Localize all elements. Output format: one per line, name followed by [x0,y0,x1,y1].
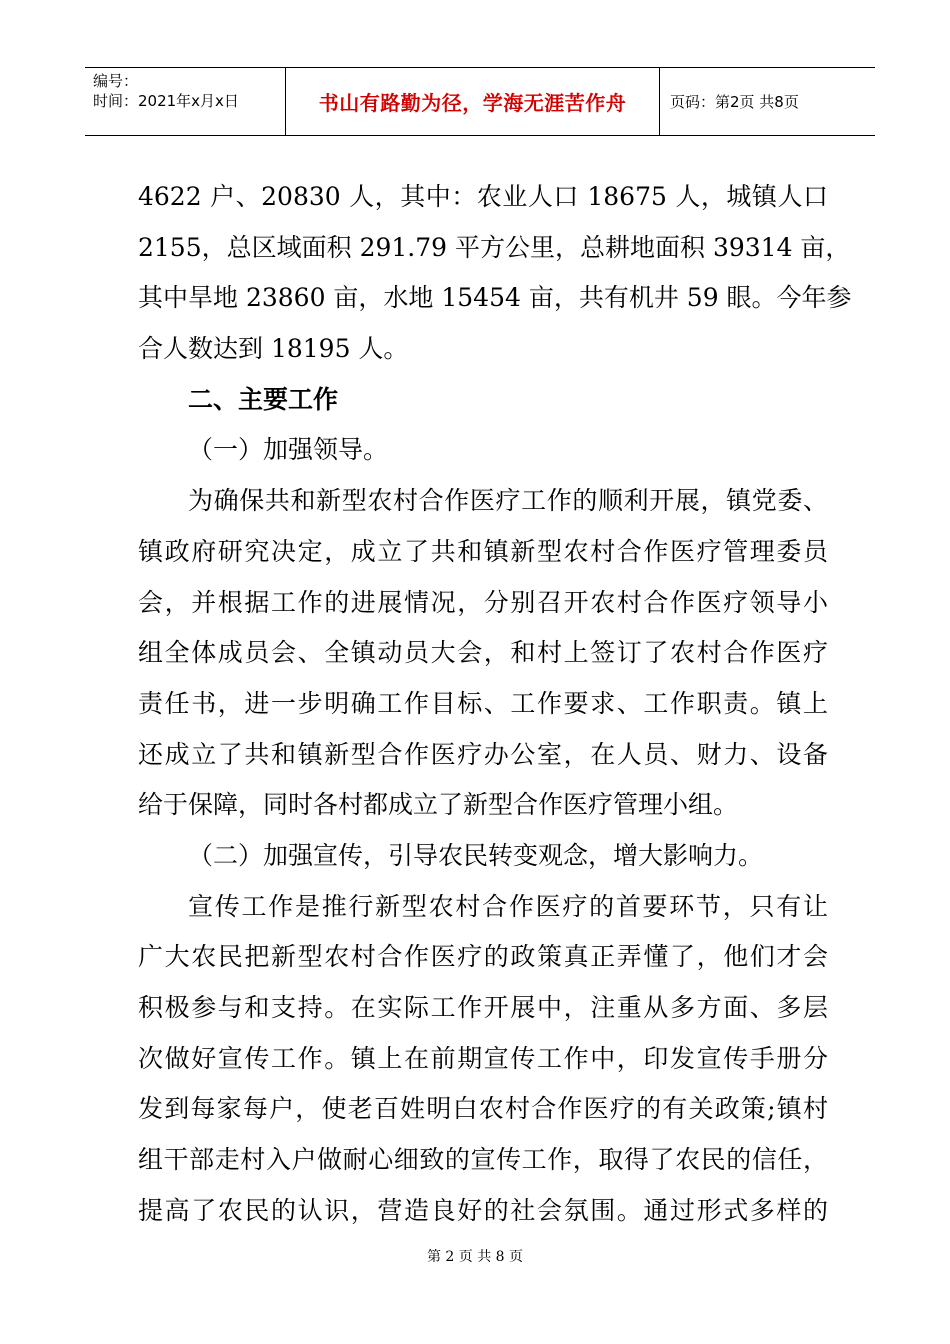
section-heading: 二、主要工作 [188,384,339,414]
body-line: 会，并根据工作的进展情况，分别召开农村合作医疗领导小 [138,587,828,617]
body-line: 给于保障，同时各村都成立了新型合作医疗管理小组。 [138,790,739,820]
body-line: 镇政府研究决定，成立了共和镇新型农村合作医疗管理委员 [138,536,828,566]
document-header [85,67,875,136]
body-line: 4622 户、20830 人，其中：农业人口 18675 人，城镇人口 [138,182,828,211]
header-motto-cell [286,68,660,136]
body-line: 提高了农民的认识，营造良好的社会氛围。通过形式多样的 [138,1195,828,1225]
header-page-cell [660,68,876,136]
header-page-number: 页码：第2页 共8页 [670,93,799,111]
subsection-heading: （二）加强宣传，引导农民转变观念，增大影响力。 [188,840,764,870]
header-motto: 书山有路勤为径，学海无涯苦作舟 [318,91,627,115]
document-number-label: 编号： [93,72,139,90]
body-line: 发到每家每户，使老百姓明白农村合作医疗的有关政策;镇村 [138,1094,828,1124]
body-line: 为确保共和新型农村合作医疗工作的顺利开展，镇党委、 [188,486,828,516]
body-line: 组全体成员会、全镇动员大会，和村上签订了农村合作医疗 [138,638,828,668]
body-line: 积极参与和支持。在实际工作开展中，注重从多方面、多层 [138,993,828,1022]
page-footer: 第 2 页 共 8 页 [426,1249,524,1265]
body-line: 广大农民把新型农村合作医疗的政策真正弄懂了，他们才会 [138,942,828,972]
body-line: 还成立了共和镇新型合作医疗办公室，在人员、财力、设备 [138,739,828,769]
document-body [138,172,852,1236]
body-line: 2155，总区域面积 291.79 平方公里，总耕地面积 39314 亩， [138,232,851,262]
body-line: 责任书，进一步明确工作目标、工作要求、工作职责。镇上 [138,688,828,718]
body-line: 其中旱地 23860 亩，水地 15454 亩，共有机井 59 眼。今年参 [138,283,852,313]
subsection-heading: （一）加强领导。 [188,435,389,465]
body-line: 宣传工作是推行新型农村合作医疗的首要环节，只有让 [188,891,828,921]
body-line: 组干部走村入户做耐心细致的宣传工作，取得了农民的信任， [138,1145,828,1175]
body-line: 合人数达到 18195 人。 [138,334,409,364]
body-line: 次做好宣传工作。镇上在前期宣传工作中，印发宣传手册分 [138,1043,828,1073]
header-meta-cell [85,68,286,136]
document-time-label: 时间：2021年x月x日 [93,92,239,110]
